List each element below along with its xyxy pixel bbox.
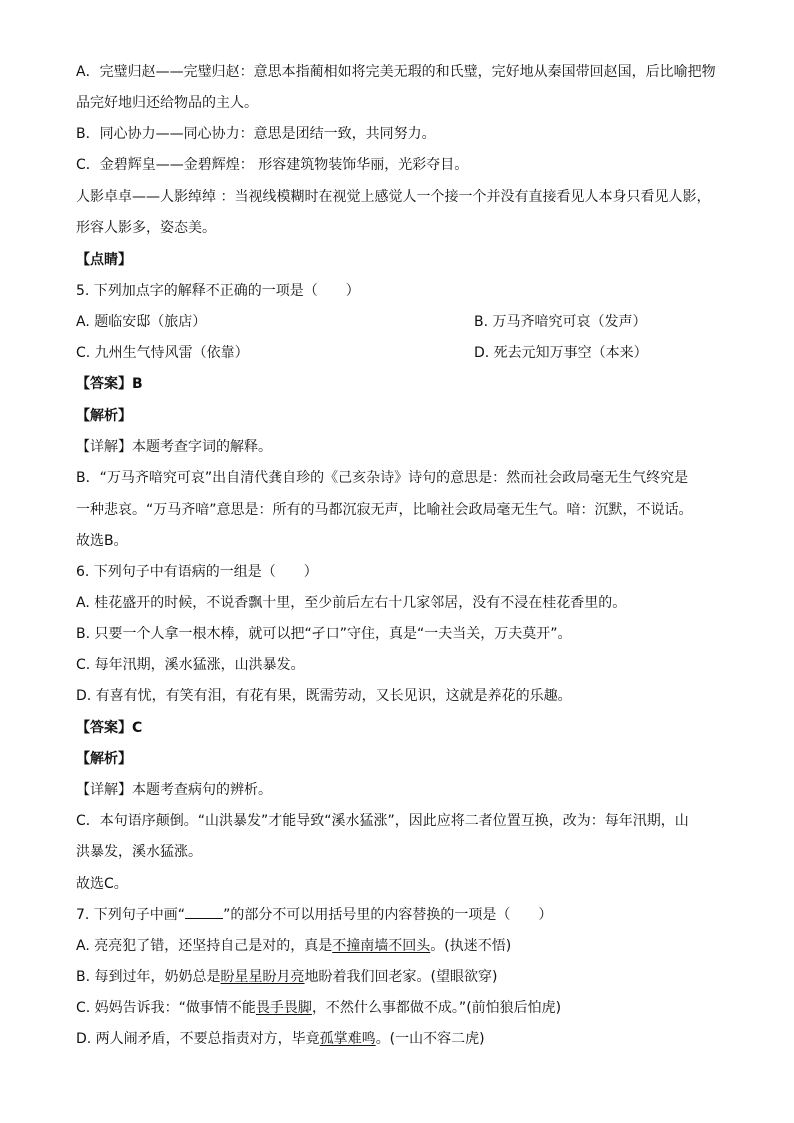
q6-option-a: A. 桂花盛开的时候，不说香飘十里，至少前后左右十几家邻居，没有不浸在桂花香里的。 xyxy=(76,595,627,611)
question-6: 6. 下列句子中有语病的一组是（ ） xyxy=(76,564,318,580)
q7-stem-start: 7. 下列句子中画“ xyxy=(76,907,186,923)
q5-option-c: C. 九州生气恃风雷（依靠） xyxy=(76,345,249,361)
q6-option-c: C. 每年汛期，溪水猛涨，山洪暴发。 xyxy=(76,657,305,673)
q7-c-text: C. 妈妈告诉我：“做事情不能 xyxy=(76,1000,256,1016)
q6-option-b: B. 只要一个人拿一根木棒，就可以把“孑口”守住，真是“一夫当关，万夫莫开”。 xyxy=(76,626,572,642)
question-7 xyxy=(76,905,552,925)
q5-explanation-line1: B．“万马齐喑究可哀”出自清代龚自珍的《己亥杂诗》诗句的意思是：然而社会政局毫无生气终究是 xyxy=(76,470,689,486)
q5-explanation-line2: 一种悲哀。“万马齐喑”意思是：所有的马都沉寂无声，比喻社会政局毫无生气。喑：沉默，不说话。 xyxy=(76,502,693,518)
q7-d-underlined: 孤掌难鸣 xyxy=(319,1031,376,1047)
dianjing-heading: 【点睛】 xyxy=(76,252,132,268)
question-5-options-row2 xyxy=(76,343,648,363)
answer-explanation-c2-line2: 形容人影多，姿态美。 xyxy=(76,220,216,236)
q6-conclusion: 故选C。 xyxy=(76,876,128,892)
answer-explanation-c: C．金碧辉皇——金碧辉煌： 形容建筑物装饰华丽，光彩夺目。 xyxy=(76,157,469,173)
q7-c-replacement: ，不然什么事都做不成。”(前怕狼后怕虎) xyxy=(311,1000,562,1016)
q7-c-underlined: 畏手畏脚 xyxy=(255,1000,312,1016)
q7-a-text: A. 亮亮犯了错，还坚持自己是对的，真是 xyxy=(76,938,333,954)
q7-b-replacement: 地盼着我们回老家。(望眼欲穿) xyxy=(304,969,498,985)
q6-explanation-line1: C．本句语序颠倒。“山洪暴发”才能导致“溪水猛涨”，因此应将二者位置互换，改为：每年汛期，山 xyxy=(76,813,689,829)
answer-explanation-b: B．同心协力——同心协力：意思是团结一致，共同努力。 xyxy=(76,126,436,142)
q5-option-b: B. 万马齐喑究可哀（发声） xyxy=(474,314,647,330)
q7-b-text: B. 每到过年，奶奶总是 xyxy=(76,969,221,985)
question-5: 5. 下列加点字的解释不正确的一项是（ ） xyxy=(76,283,360,299)
q6-detail: 【详解】本题考查病句的辨析。 xyxy=(76,782,272,798)
answer-explanation-a-line2: 品完好地归还给物品的主人。 xyxy=(76,95,258,111)
q7-b-underlined: 盼星星盼月亮 xyxy=(220,969,305,985)
answer-explanation-a-line1: A．完璧归赵——完璧归赵：意思本指蔺相如将完美无瑕的和氏璧，完好地从秦国带回赵国，后比喻把物 xyxy=(76,64,716,80)
q6-option-d: D. 有喜有忧，有笑有泪，有花有果，既需劳动，又长见识，这就是养花的乐趣。 xyxy=(76,688,572,704)
q6-analysis-heading: 【解析】 xyxy=(76,751,132,767)
q7-stem-end: ”的部分不可以用括号里的内容替换的一项是（ ） xyxy=(223,907,553,923)
q7-option-c xyxy=(76,998,561,1018)
q7-a-underlined: 不撞南墙不回头 xyxy=(332,938,431,954)
q7-option-d xyxy=(76,1029,485,1049)
q7-a-replacement: 。(执迷不悟) xyxy=(430,938,512,954)
q5-analysis-heading: 【解析】 xyxy=(76,408,132,424)
q5-conclusion: 故选B。 xyxy=(76,533,128,549)
q5-answer: 【答案】B xyxy=(76,376,143,392)
q7-d-text: D. 两人闹矛盾，不要总指责对方，毕竟 xyxy=(76,1031,320,1047)
q5-detail: 【详解】本题考查字词的解释。 xyxy=(76,439,272,455)
q6-answer: 【答案】C xyxy=(76,720,143,736)
q6-explanation-line2: 洪暴发，溪水猛涨。 xyxy=(76,844,202,860)
answer-explanation-c2-line1: 人影卓卓——人影绰绰 ：当视线模糊时在视觉上感觉人一个接一个并没有直接看见人本身只看见人影， xyxy=(76,189,711,205)
q7-d-replacement: 。(一山不容二虎) xyxy=(375,1031,485,1047)
q5-option-d: D. 死去元知万事空（本来） xyxy=(474,345,648,361)
q7-option-a xyxy=(76,936,511,956)
q7-blank-line xyxy=(185,906,223,919)
q5-option-a: A. 题临安邸（旅店） xyxy=(76,314,207,330)
q7-option-b xyxy=(76,967,497,987)
question-5-options-row1 xyxy=(76,312,647,332)
